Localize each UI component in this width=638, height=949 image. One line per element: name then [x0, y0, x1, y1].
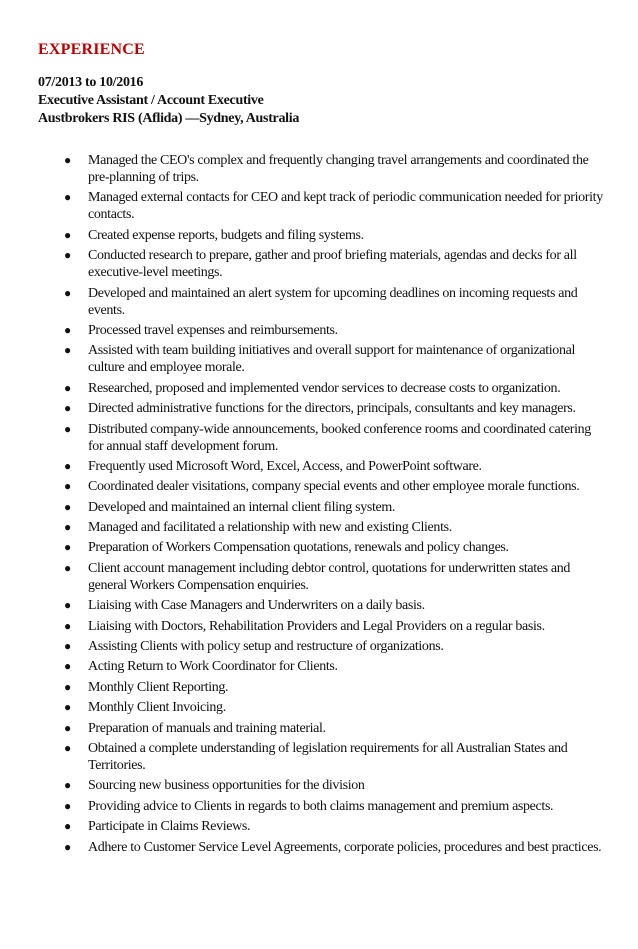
duty-text: Directed administrative functions for the directors, principals, consultants and key managers.	[88, 401, 576, 417]
duty-item	[64, 421, 604, 455]
duty-item	[64, 798, 604, 815]
duty-item	[64, 618, 604, 635]
duty-item	[64, 342, 604, 376]
bullet-icon	[64, 658, 76, 675]
duty-text: Developed and maintained an alert system for upcoming deadlines on incoming requests and events.	[88, 285, 578, 318]
duty-text: Created expense reports, budgets and filing systems.	[88, 227, 364, 243]
duty-item	[64, 839, 604, 856]
bullet-icon	[64, 458, 76, 475]
bullet-icon	[64, 818, 76, 835]
bullet-icon	[64, 597, 76, 614]
duty-item	[64, 322, 604, 339]
job-company: Austbrokers RIS (Aflida) —Sydney, Australia	[38, 111, 300, 126]
bullet-icon	[64, 539, 76, 556]
duty-item	[64, 818, 604, 835]
bullet-icon	[64, 720, 76, 737]
bullet-icon	[64, 152, 76, 169]
duty-text: Managed the CEO's complex and frequently changing travel arrangements and coordinated the pre-planning of trips.	[88, 153, 589, 185]
job-header	[38, 74, 299, 128]
duty-text: Liaising with Case Managers and Underwriters on a daily basis.	[88, 598, 425, 614]
duty-item	[64, 519, 604, 536]
bullet-icon	[64, 285, 76, 302]
bullet-icon	[64, 421, 76, 438]
bullet-icon	[64, 679, 76, 696]
bullet-icon	[64, 638, 76, 655]
duty-item	[64, 679, 604, 696]
bullet-icon	[64, 740, 76, 757]
duty-item	[64, 560, 604, 594]
section-title: EXPERIENCE	[38, 41, 145, 58]
duty-text: Liaising with Doctors, Rehabilitation Providers and Legal Providers on a regular basis.	[88, 618, 545, 634]
duty-text: Developed and maintained an internal client filing system.	[88, 499, 396, 515]
duty-item	[64, 777, 604, 794]
duty-text: Monthly Client Invoicing.	[88, 700, 226, 716]
duty-text: Assisting Clients with policy setup and restructure of organizations.	[88, 639, 444, 655]
duty-item	[64, 699, 604, 716]
duty-text: Managed external contacts for CEO and kept track of periodic communication needed for priority contacts.	[88, 190, 603, 223]
duty-item	[64, 720, 604, 737]
bullet-icon	[64, 798, 76, 815]
duty-text: Client account management including debtor control, quotations for underwritten states and general Workers Compensation enquiries.	[88, 560, 571, 593]
bullet-icon	[64, 699, 76, 716]
duty-item	[64, 658, 604, 675]
duty-item	[64, 458, 604, 475]
duty-item	[64, 400, 604, 417]
bullet-icon	[64, 322, 76, 339]
duty-text: Participate in Claims Reviews.	[88, 819, 251, 835]
bullet-icon	[64, 342, 76, 359]
duty-item	[64, 638, 604, 655]
bullet-icon	[64, 189, 76, 206]
duty-text: Adhere to Customer Service Level Agreements, corporate policies, procedures and best practices.	[88, 839, 602, 855]
duty-text: Providing advice to Clients in regards to both claims management and premium aspects.	[88, 798, 554, 814]
bullet-icon	[64, 618, 76, 635]
duty-text: Acting Return to Work Coordinator for Clients.	[88, 659, 338, 675]
bullet-icon	[64, 519, 76, 536]
bullet-icon	[64, 560, 76, 577]
duty-item	[64, 478, 604, 495]
bullet-icon	[64, 400, 76, 417]
duty-text: Obtained a complete understanding of legislation requirements for all Australian States and Territories.	[88, 740, 568, 773]
duty-item	[64, 597, 604, 614]
duty-item	[64, 380, 604, 397]
duty-item	[64, 499, 604, 516]
duty-text: Processed travel expenses and reimbursements.	[88, 322, 338, 338]
duty-item	[64, 189, 604, 223]
bullet-icon	[64, 839, 76, 856]
duty-item	[64, 247, 604, 281]
bullet-icon	[64, 380, 76, 397]
job-position: Executive Assistant / Account Executive	[38, 93, 264, 108]
duty-item	[64, 740, 604, 774]
duty-item	[64, 227, 604, 244]
bullet-icon	[64, 247, 76, 264]
duty-text: Managed and facilitated a relationship with new and existing Clients.	[88, 520, 452, 536]
duty-text: Preparation of Workers Compensation quotations, renewals and policy changes.	[88, 540, 509, 556]
duty-text: Frequently used Microsoft Word, Excel, Access, and PowerPoint software.	[88, 458, 482, 474]
duty-text: Researched, proposed and implemented vendor services to decrease costs to organization.	[88, 380, 561, 396]
duty-text: Distributed company-wide announcements, booked conference rooms and coordinated catering for annual staff development forum.	[88, 421, 591, 454]
duty-item	[64, 152, 604, 186]
bullet-icon	[64, 499, 76, 516]
bullet-icon	[64, 227, 76, 244]
duty-text: Assisted with team building initiatives and overall support for maintenance of organizational culture and employee morale.	[88, 343, 576, 376]
duty-text: Conducted research to prepare, gather and proof briefing materials, agendas and decks for all executive-level meetings.	[88, 248, 577, 281]
duties-list	[64, 152, 604, 859]
bullet-icon	[64, 777, 76, 794]
duty-text: Sourcing new business opportunities for the division	[88, 778, 365, 794]
duty-text: Coordinated dealer visitations, company special events and other employee morale functions.	[88, 479, 580, 495]
job-dates: 07/2013 to 10/2016	[38, 75, 144, 90]
duty-text: Preparation of manuals and training material.	[88, 720, 326, 736]
bullet-icon	[64, 478, 76, 495]
duty-item	[64, 285, 604, 319]
duty-text: Monthly Client Reporting.	[88, 679, 229, 695]
duty-item	[64, 539, 604, 556]
